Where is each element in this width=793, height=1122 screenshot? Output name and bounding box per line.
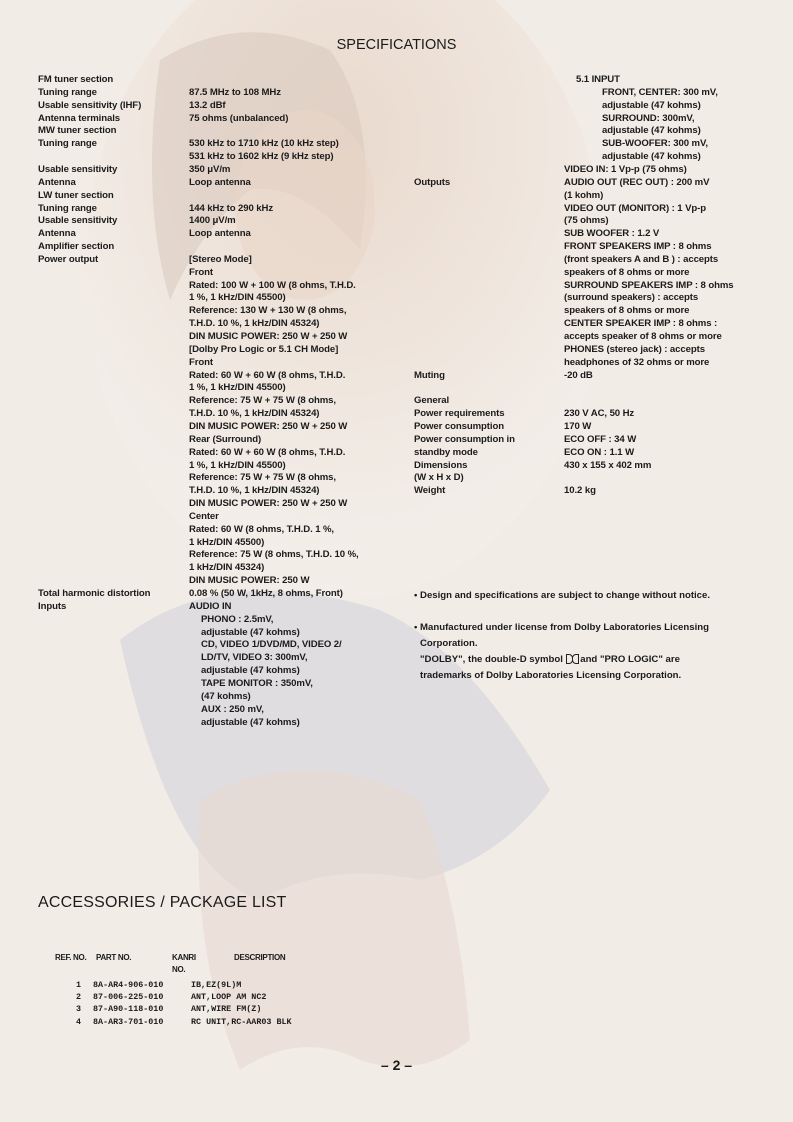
spec-value: 350 μV/m [189, 163, 231, 175]
table-cell-description: RC UNIT,RC-AAR03 BLK [191, 1016, 292, 1027]
audio-input-line: adjustable (47 kohms) [201, 626, 300, 638]
note-trademark-post: and "PRO LOGIC" are [580, 654, 680, 665]
spec-value: Rated: 60 W (8 ohms, T.H.D. 1 %, [189, 523, 334, 535]
spec-value: SUB WOOFER : 1.2 V [564, 228, 660, 240]
spec-value: speakers of 8 ohms or more [564, 266, 690, 278]
spec-value: [Stereo Mode] [189, 253, 252, 265]
spec-value: 75 ohms (unbalanced) [189, 112, 289, 124]
audio-input-line: LD/TV, VIDEO 3: 300mV, [201, 652, 308, 664]
header-ref-no: REF. NO. [55, 953, 87, 962]
spec-value: Reference: 75 W + 75 W (8 ohms, [189, 395, 336, 407]
accessories-table [0, 952, 793, 1032]
spec-value: 144 kHz to 290 kHz [189, 202, 274, 214]
audio-input-line: AUX : 250 mV, [201, 703, 264, 715]
table-cell-part: 8A-AR4-906-010 [93, 980, 164, 990]
spec-label: Power requirements [414, 408, 505, 420]
spec-value: 1400 μV/m [189, 215, 236, 227]
spec-value: 530 kHz to 1710 kHz (10 kHz step) [189, 138, 339, 150]
spec-value: 1 %, 1 kHz/DIN 45500) [189, 382, 286, 394]
spec-value: 1 %, 1 kHz/DIN 45500) [189, 292, 286, 304]
spec-value: 170 W [564, 420, 592, 432]
spec-value: 13.2 dBf [189, 99, 226, 111]
audio-input-line: adjustable (47 kohms) [201, 665, 300, 677]
spec-value: Front [189, 356, 214, 368]
spec-value: 0.08 % (50 W, 1kHz, 8 ohms, Front) [189, 588, 343, 599]
spec-value: SURROUND: 300mV, [602, 112, 695, 124]
table-cell-ref: 4 [76, 1016, 82, 1027]
spec-value: 10.2 kg [564, 485, 596, 497]
spec-value: Front [189, 266, 214, 278]
spec-label: Amplifier section [38, 241, 115, 253]
spec-label: Power consumption [414, 420, 504, 432]
spec-value: T.H.D. 10 %, 1 kHz/DIN 45324) [189, 485, 320, 497]
spec-value: T.H.D. 10 %, 1 kHz/DIN 45324) [189, 318, 320, 330]
header-part-no: PART NO. [96, 953, 132, 962]
spec-value: ECO ON : 1.1 W [564, 446, 635, 458]
spec-value: 87.5 MHz to 108 MHz [189, 86, 281, 98]
spec-value: CENTER SPEAKER IMP : 8 ohms : [564, 318, 718, 330]
spec-value: AUDIO OUT (REC OUT) : 200 mV [564, 176, 710, 188]
table-cell-description: ANT,LOOP AM NC2 [191, 992, 267, 1003]
note-dolby-trademark [420, 654, 680, 665]
spec-value: FRONT SPEAKERS IMP : 8 ohms [564, 241, 712, 253]
audio-input-line: (47 kohms) [201, 690, 251, 702]
spec-label: Total harmonic distortion [38, 588, 151, 599]
spec-value: Rear (Surround) [189, 433, 262, 445]
spec-value: VIDEO IN: 1 Vp-p (75 ohms) [564, 163, 687, 175]
spec-value: DIN MUSIC POWER: 250 W + 250 W [189, 420, 348, 432]
table-cell-description: ANT,WIRE FM(Z) [191, 1004, 262, 1015]
table-cell-ref: 3 [76, 1004, 82, 1015]
spec-value: (1 kohm) [564, 189, 604, 201]
spec-label: Tuning range [38, 138, 97, 150]
note-dolby-license-cont: Corporation. [420, 638, 478, 649]
page-title: SPECIFICATIONS [336, 37, 457, 53]
spec-value: Reference: 130 W + 130 W (8 ohms, [189, 305, 347, 317]
spec-value: DIN MUSIC POWER: 250 W + 250 W [189, 331, 348, 342]
spec-value: 430 x 155 x 402 mm [564, 459, 652, 471]
spec-value: 531 kHz to 1602 kHz (9 kHz step) [189, 151, 334, 163]
spec-label: FM tuner section [38, 74, 114, 85]
spec-value: Reference: 75 W + 75 W (8 ohms, [189, 472, 336, 484]
spec-label: Dimensions [414, 459, 468, 471]
spec-label: Muting [414, 369, 445, 381]
spec-value: speakers of 8 ohms or more [564, 305, 690, 317]
spec-label: Antenna terminals [38, 112, 120, 124]
table-cell-part: 87-A90-118-010 [93, 1004, 164, 1015]
audio-input-line: PHONO : 2.5mV, [201, 613, 274, 625]
table-cell-part: 87-006-225-010 [93, 992, 164, 1003]
audio-input-line: CD, VIDEO 1/DVD/MD, VIDEO 2/ [201, 639, 342, 651]
note-dolby-trademark-cont: trademarks of Dolby Laboratories Licensing Corporation. [420, 670, 682, 681]
spec-label: standby mode [414, 446, 478, 458]
spec-value: 1 kHz/DIN 45500) [189, 536, 265, 548]
spec-label: Antenna [38, 228, 76, 240]
spec-value: (75 ohms) [564, 215, 609, 227]
spec-label: LW tuner section [38, 189, 114, 201]
spec-label: Inputs [38, 600, 67, 612]
table-cell-part: 8A-AR3-701-010 [93, 1016, 164, 1027]
spec-label: Tuning range [38, 202, 97, 214]
spec-value: Reference: 75 W (8 ohms, T.H.D. 10 %, [189, 549, 359, 561]
header-kanri: KANRI [172, 953, 196, 962]
note-trademark-pre: "DOLBY", the double-D symbol [420, 654, 563, 665]
spec-value: -20 dB [564, 369, 593, 381]
header-description: DESCRIPTION [234, 953, 286, 962]
audio-input-line: adjustable (47 kohms) [201, 716, 300, 728]
spec-value: Center [189, 510, 219, 522]
spec-value: [Dolby Pro Logic or 5.1 CH Mode] [189, 343, 339, 355]
spec-value: 1 kHz/DIN 45324) [189, 562, 265, 574]
spec-label: Power consumption in [414, 433, 515, 445]
spec-value: FRONT, CENTER: 300 mV, [602, 86, 718, 98]
spec-label: Power output [38, 253, 99, 265]
spec-label: Weight [414, 485, 446, 497]
accessories-title: ACCESSORIES / PACKAGE LIST [38, 894, 287, 911]
spec-value: Loop antenna [189, 176, 251, 188]
spec-value: ECO OFF : 34 W [564, 433, 637, 445]
spec-label: Tuning range [38, 86, 97, 98]
spec-value: adjustable (47 kohms) [602, 125, 701, 137]
note-design-change: • Design and specifications are subject to change without notice. [414, 590, 711, 601]
spec-value: PHONES (stereo jack) : accepts [564, 343, 705, 355]
spec-value: (surround speakers) : accepts [564, 292, 699, 304]
spec-value: SURROUND SPEAKERS IMP : 8 ohms [564, 279, 734, 291]
spec-label: General [414, 395, 450, 407]
spec-label: Outputs [414, 176, 451, 188]
table-cell-ref: 2 [76, 992, 82, 1003]
spec-value: Loop antenna [189, 228, 251, 240]
spec-label: Antenna [38, 176, 76, 188]
spec-label: (W x H x D) [414, 472, 464, 484]
spec-value: 1 %, 1 kHz/DIN 45500) [189, 459, 286, 471]
spec-value: DIN MUSIC POWER: 250 W + 250 W [189, 498, 348, 510]
spec-subheading: 5.1 INPUT [576, 74, 620, 85]
spec-value: accepts speaker of 8 ohms or more [564, 331, 722, 342]
spec-value: AUDIO IN [189, 600, 232, 612]
spec-value: VIDEO OUT (MONITOR) : 1 Vp-p [564, 202, 706, 214]
spec-label: Usable sensitivity [38, 215, 118, 227]
spec-value: DIN MUSIC POWER: 250 W [189, 575, 310, 587]
table-cell-ref: 1 [76, 980, 82, 990]
spec-label: Usable sensitivity (IHF) [38, 99, 142, 111]
spec-value: adjustable (47 kohms) [602, 151, 701, 163]
spec-value: T.H.D. 10 %, 1 kHz/DIN 45324) [189, 408, 320, 420]
spec-value: Rated: 60 W + 60 W (8 ohms, T.H.D. [189, 446, 346, 458]
double-d-icon [566, 654, 578, 663]
note-dolby-license: • Manufactured under license from Dolby Laboratories Licensing [414, 622, 709, 633]
audio-input-line: TAPE MONITOR : 350mV, [201, 677, 313, 689]
spec-value: SUB-WOOFER: 300 mV, [602, 138, 708, 150]
spec-value: (front speakers A and B ) : accepts [564, 253, 719, 265]
spec-label: MW tuner section [38, 125, 117, 137]
spec-value: Rated: 60 W + 60 W (8 ohms, T.H.D. [189, 369, 346, 381]
page-number: – 2 – [380, 1057, 413, 1073]
spec-value: 230 V AC, 50 Hz [564, 408, 635, 420]
right-spec-column [0, 74, 793, 504]
spec-label: Usable sensitivity [38, 163, 118, 175]
spec-value: headphones of 32 ohms or more [564, 356, 710, 368]
spec-value: adjustable (47 kohms) [602, 99, 701, 111]
header-kanri-no: NO. [172, 965, 186, 974]
table-cell-description: IB,EZ(9L)M [191, 980, 242, 990]
spec-value: Rated: 100 W + 100 W (8 ohms, T.H.D. [189, 279, 356, 291]
